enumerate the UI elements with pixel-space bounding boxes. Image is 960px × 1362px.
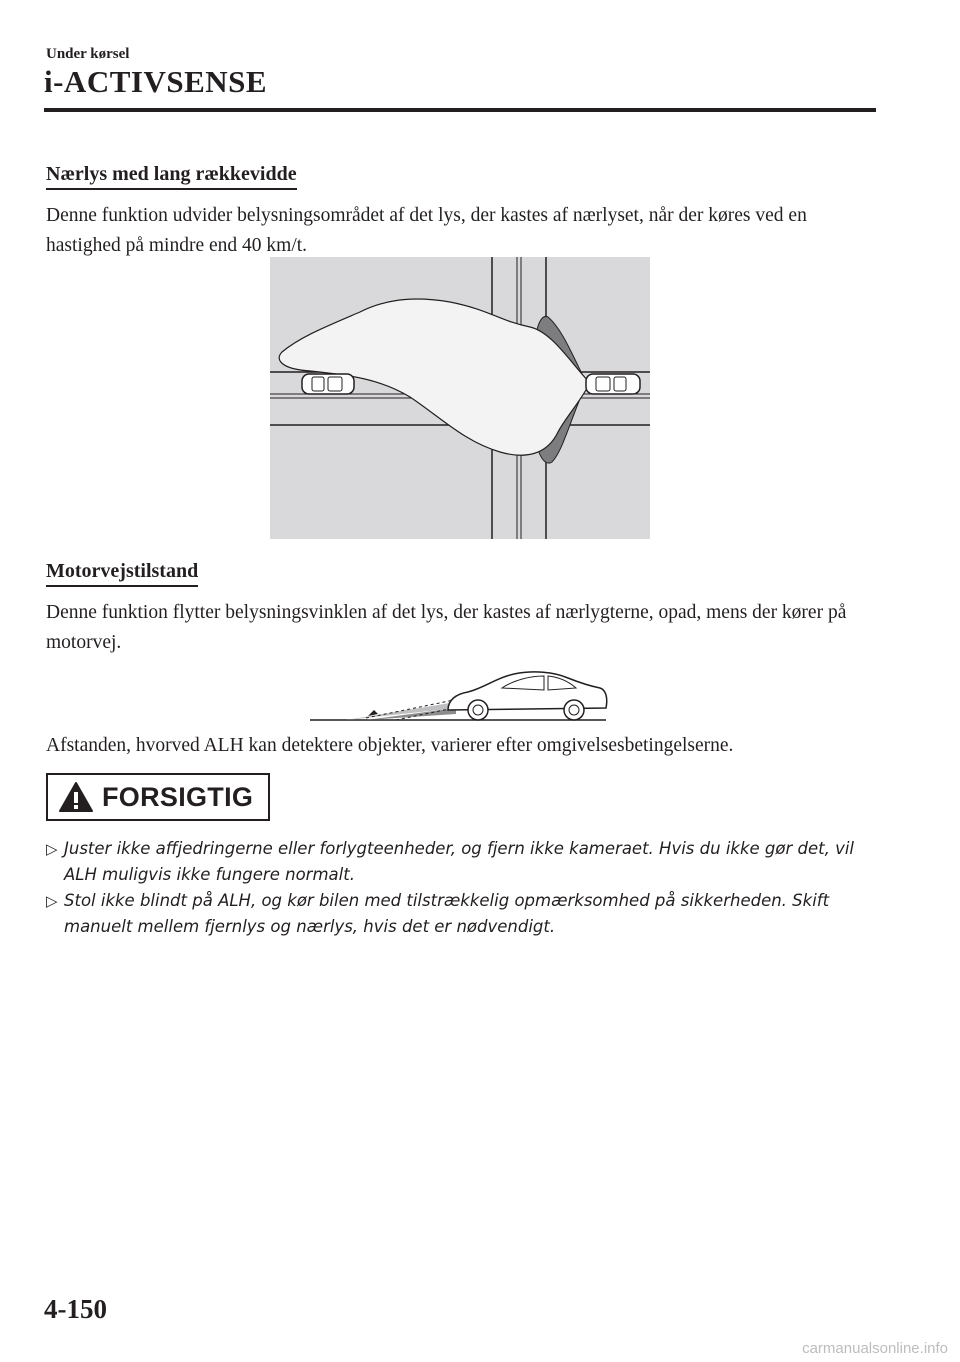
car-left [302, 374, 354, 394]
section-label: Under kørsel [46, 46, 130, 62]
caution-list [46, 836, 886, 940]
car-right [586, 374, 640, 394]
paragraph-low-beam: Denne funktion udvider belysningsområdet af det lys, der kastes af nærlyset, når der køres ved en hastighed på mindre end 40 km/t. [46, 205, 807, 256]
heading-underline [46, 585, 198, 587]
warning-triangle-icon [58, 781, 94, 813]
paragraph-detection-note: Afstanden, hvorved ALH kan detektere objekter, varierer efter omgivelsesbetingelserne. [46, 735, 734, 756]
title-rule [44, 108, 876, 112]
caution-item [46, 836, 886, 888]
car-side-illustration [306, 664, 610, 724]
heading-motorway-mode [46, 560, 198, 587]
triangle-right-icon: ▷ [46, 840, 58, 858]
paragraph-motorway: Denne funktion flytter belysningsvinklen af det lys, der kastes af nærlygterne, opad, mens der kører på motorvej. [46, 602, 847, 653]
heading-text: Nærlys med lang rækkevidde [46, 163, 297, 185]
intersection-illustration [270, 257, 650, 539]
caution-item-text: Stol ikke blindt på ALH, og kør bilen med tilstrækkelig opmærksomhed på sikkerheden. Skift manuelt mellem fjernlys og nærlys, hvis det er nødvendigt. [64, 891, 830, 936]
caution-item [46, 888, 886, 940]
page-number: 4-150 [44, 1294, 107, 1324]
heading-low-beam-long-range [46, 163, 297, 190]
triangle-right-icon: ▷ [46, 892, 58, 910]
caution-label: FORSIGTIG [102, 781, 254, 812]
sedan [448, 672, 607, 720]
caution-box [46, 773, 270, 821]
chapter-title: i-ACTIVSENSE [44, 64, 268, 99]
watermark: carmanualsonline.info [802, 1340, 948, 1357]
heading-text: Motorvejstilstand [46, 560, 199, 582]
heading-underline [46, 188, 297, 190]
caution-item-text: Juster ikke affjedringerne eller forlygteenheder, og fjern ikke kameraet. Hvis du ikke gør det, vil ALH muligvis ikke fungere normalt. [64, 839, 855, 884]
